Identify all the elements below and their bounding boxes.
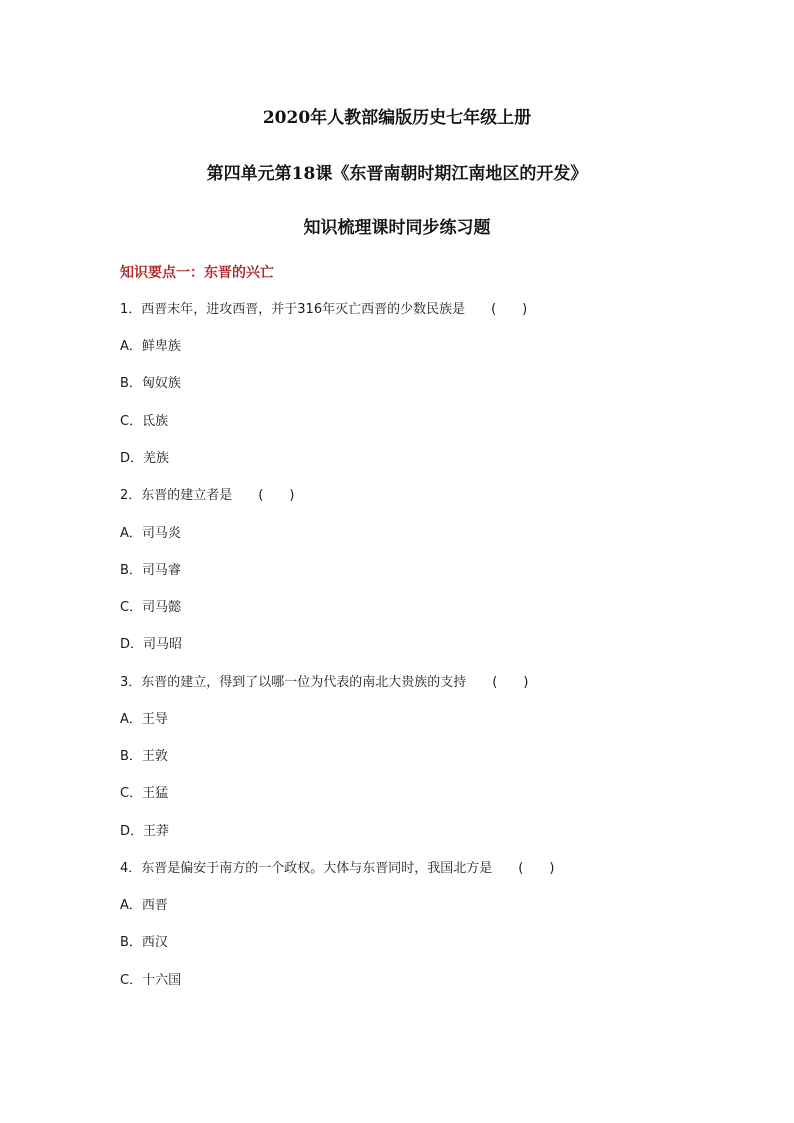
question-4 [120,859,554,879]
question-1 [120,300,527,320]
answer-blank: ( ) [258,488,295,503]
question-2-option-b: B．司马睿 [120,563,181,578]
document-title-line-2: 第四单元第18课《东晋南朝时期江南地区的开发》 [206,164,588,184]
question-3-stem: 3．东晋的建立，得到了以哪一位为代表的南北大贵族的支持 [120,675,467,690]
question-1-option-b: B．匈奴族 [120,376,181,391]
question-3 [120,673,528,693]
question-3-option-d: D．王莽 [120,824,170,839]
question-3-option-a: A．王导 [120,712,168,727]
answer-blank: ( ) [492,675,529,690]
question-4-stem: 4．东晋是偏安于南方的一个政权。大体与东晋同时，我国北方是 [120,861,493,876]
question-2 [120,486,294,506]
question-2-option-a: A．司马炎 [120,526,181,541]
question-1-stem: 1．西晋末年，进攻西晋，并于316年灭亡西晋的少数民族是 [120,302,466,317]
question-2-option-c: C．司马懿 [120,600,182,615]
question-4-option-a: A．西晋 [120,898,168,913]
question-2-stem: 2．东晋的建立者是 [120,488,233,503]
document-title-line-3: 知识梳理课时同步练习题 [303,218,491,238]
question-1-option-c: C．氐族 [120,414,169,429]
answer-blank: ( ) [491,302,528,317]
section-heading: 知识要点一：东晋的兴亡 [120,265,274,281]
question-4-option-b: B．西汉 [120,935,168,950]
question-1-option-a: A．鲜卑族 [120,339,181,354]
question-3-option-b: B．王敦 [120,749,168,764]
document-title-line-1: 2020年人教部编版历史七年级上册 [262,108,532,128]
question-1-option-d: D．羌族 [120,451,170,466]
question-4-option-c: C．十六国 [120,973,182,988]
answer-blank: ( ) [518,861,555,876]
question-2-option-d: D．司马昭 [120,637,183,652]
question-3-option-c: C．王猛 [120,786,169,801]
